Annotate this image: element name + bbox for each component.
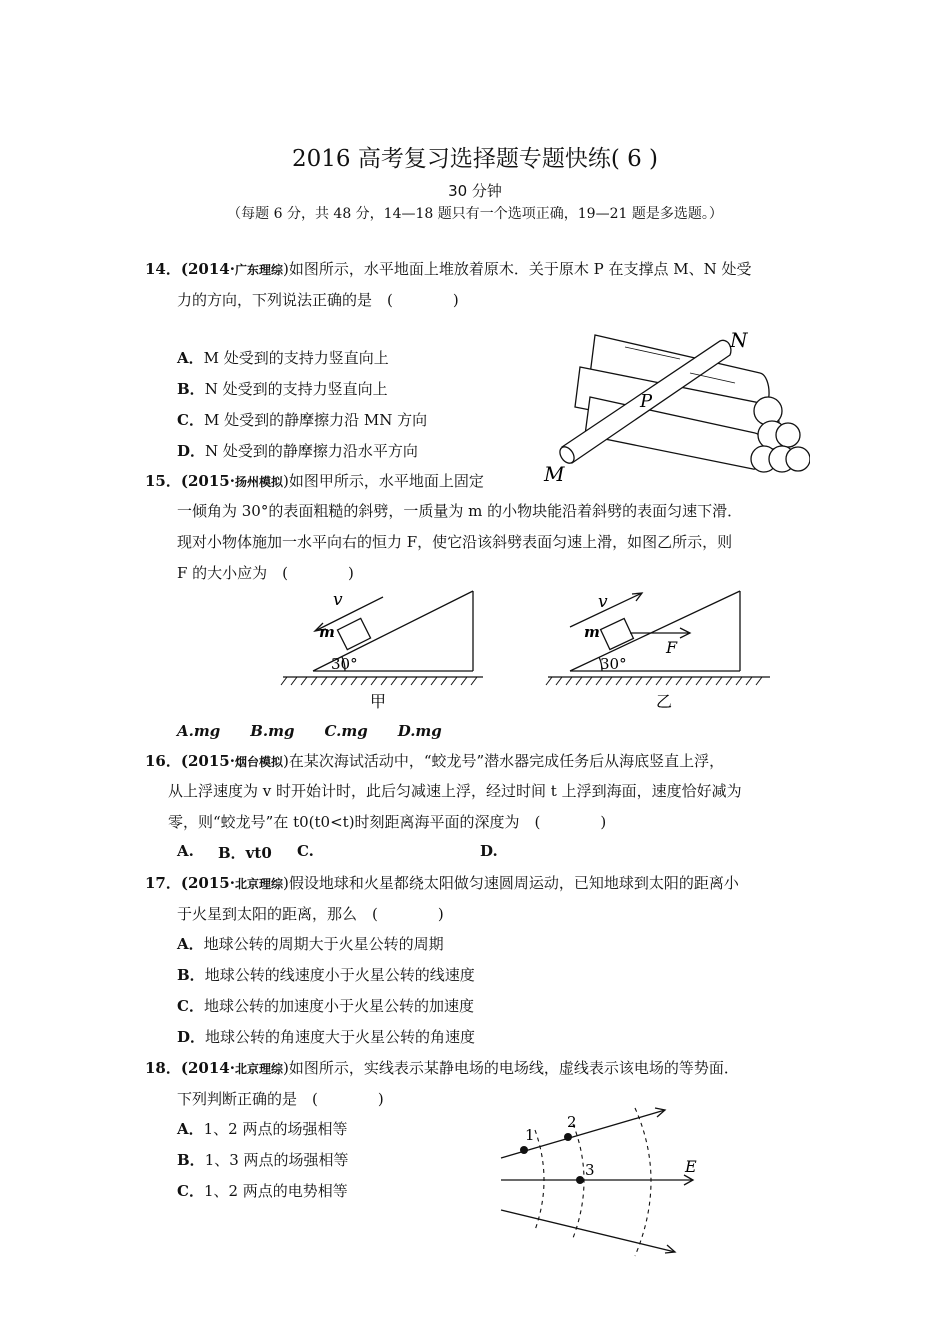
- q17-option-d[interactable]: [177, 1026, 475, 1047]
- log-pile-figure: [540, 325, 810, 485]
- q18-source-year: (2014·: [180, 1059, 235, 1077]
- q15-source-year: (2015·: [180, 472, 235, 490]
- label-m-b: m: [584, 623, 600, 641]
- q14-option-a-text: M 处受到的支持力竖直向上: [203, 349, 389, 367]
- q15-source-name: 扬州模拟: [234, 475, 283, 489]
- q14-option-d-label: D．: [177, 442, 206, 460]
- label-p: P: [640, 391, 653, 412]
- q14-source-name: 广东理综: [234, 263, 283, 277]
- incline-figure-a: [275, 585, 490, 715]
- q17-option-a-text: 地球公转的周期大于火星公转的周期: [203, 935, 444, 953]
- q14-number: 14．: [145, 260, 181, 278]
- q16-source-year: (2015·: [180, 752, 235, 770]
- label-m-a: m: [319, 623, 335, 641]
- q15-stem-line4: F 的大小应为 ( ): [177, 564, 354, 582]
- label-m: M: [544, 462, 565, 485]
- q14-option-d-text: N 处受到的静摩擦力沿水平方向: [205, 442, 418, 460]
- point-1: [520, 1146, 528, 1154]
- q18-option-c-text: 1、2 两点的电势相等: [203, 1182, 348, 1200]
- q17-option-b[interactable]: [177, 964, 475, 985]
- q17-option-a[interactable]: [177, 933, 444, 954]
- label-f: F: [666, 638, 678, 657]
- q17-option-c-text: 地球公转的加速度小于火星公转的加速度: [203, 997, 474, 1015]
- q15-stem-line1: )如图甲所示，水平地面上固定: [282, 472, 484, 490]
- q17-option-b-label: B．: [177, 966, 205, 984]
- label-point-1: 1: [525, 1126, 535, 1144]
- q14-option-b[interactable]: [177, 378, 388, 399]
- q18-number: 18．: [145, 1059, 181, 1077]
- q16-number: 16．: [145, 752, 181, 770]
- q17-source-year: (2015·: [180, 874, 235, 892]
- q18-stem-line1: )如图所示，实线表示某静电场的电场线，虚线表示该电场的等势面．: [282, 1059, 739, 1077]
- label-n: N: [730, 328, 748, 352]
- incline-figure-b: [542, 585, 777, 715]
- q16-option-a[interactable]: A.: [177, 842, 194, 860]
- q17-option-c[interactable]: [177, 995, 474, 1016]
- q17-header: [145, 872, 739, 893]
- page-title: 2016 高考复习选择题专题快练( 6 ): [291, 146, 659, 172]
- q17-source-name: 北京理综: [234, 877, 283, 891]
- label-point-3: 3: [585, 1161, 595, 1179]
- q18-header: [145, 1057, 739, 1078]
- q14-source-year: (2014·: [180, 260, 235, 278]
- q18-source-name: 北京理综: [234, 1062, 283, 1076]
- q16-stem-line3: 零，则“蛟龙号”在 t0(t0<t)时刻距离海平面的深度为 ( ): [168, 813, 607, 831]
- q18-option-a-text: 1、2 两点的场强相等: [203, 1120, 348, 1138]
- equipotential-3: [635, 1108, 651, 1256]
- q16-header: [145, 750, 724, 771]
- q16-option-c[interactable]: C.: [297, 842, 314, 860]
- label-e: E: [685, 1157, 697, 1176]
- log-end-6: [786, 447, 810, 471]
- log-end-1: [754, 397, 782, 425]
- caption-a: 甲: [370, 692, 387, 711]
- q15-stem-line3: 现对小物体施加一水平向右的恒力 F，使它沿该斜劈表面匀速上滑，如图乙所示，则: [177, 533, 733, 551]
- q17-option-d-label: D．: [177, 1028, 206, 1046]
- label-v-b: v: [598, 592, 608, 612]
- q18-option-b-text: 1、3 两点的场强相等: [204, 1151, 349, 1169]
- q16-option-d[interactable]: D.: [480, 842, 498, 860]
- block-m-b: [601, 619, 634, 650]
- q14-option-a[interactable]: [177, 347, 389, 368]
- q16-option-b[interactable]: B．vt0: [218, 844, 272, 862]
- caption-b: 乙: [656, 692, 673, 711]
- q18-option-c-label: C．: [177, 1182, 204, 1200]
- q14-stem-line1: )如图所示，水平地面上堆放着原木．关于原木 P 在支撑点 M、N 处受: [282, 260, 752, 278]
- q18-option-b[interactable]: [177, 1149, 349, 1170]
- q18-option-a[interactable]: [177, 1118, 348, 1139]
- point-2: [564, 1133, 572, 1141]
- q17-option-a-label: A．: [177, 935, 204, 953]
- q14-option-d[interactable]: [177, 440, 418, 461]
- time-limit: 30 分钟: [448, 182, 502, 200]
- q15-number: 15．: [145, 472, 181, 490]
- q17-number: 17．: [145, 874, 181, 892]
- q17-option-d-text: 地球公转的角速度大于火星公转的角速度: [205, 1028, 476, 1046]
- q14-option-b-text: N 处受到的支持力竖直向上: [204, 380, 388, 398]
- q16-stem-line1: )在某次海试活动中，“蛟龙号”潜水器完成任务后从海底竖直上浮，: [282, 752, 725, 770]
- label-v-a: v: [333, 590, 343, 610]
- q17-stem-line1: )假设地球和火星都绕太阳做匀速圆周运动，已知地球到太阳的距离小: [282, 874, 739, 892]
- point-3: [576, 1176, 584, 1184]
- q14-stem-line2: 力的方向，下列说法正确的是 ( ): [177, 291, 459, 309]
- q15-options[interactable]: A.mg B.mg C.mg D.mg: [177, 722, 442, 740]
- q17-option-c-label: C．: [177, 997, 204, 1015]
- q16-source-name: 烟台模拟: [234, 755, 283, 769]
- q15-header: [145, 470, 484, 491]
- q18-stem-line2: 下列判断正确的是 ( ): [177, 1090, 384, 1108]
- q16-stem-line2: 从上浮速度为 v 时开始计时，此后匀减速上浮，经过时间 t 上浮到海面，速度恰好减为: [168, 782, 742, 800]
- q18-option-c[interactable]: [177, 1180, 348, 1201]
- q17-stem-line2: 于火星到太阳的距离，那么 ( ): [177, 905, 444, 923]
- label-point-2: 2: [567, 1113, 577, 1131]
- q15-stem-line2: 一倾角为 30°的表面粗糙的斜劈，一质量为 m 的小物块能沿着斜劈的表面匀速下滑．: [177, 502, 743, 520]
- angle-b: 30°: [600, 655, 627, 673]
- q14-option-c-label: C．: [177, 411, 204, 429]
- q14-header: [145, 258, 751, 279]
- field-line-bottom: [501, 1210, 675, 1252]
- electric-field-figure: [495, 1100, 715, 1260]
- q14-option-c[interactable]: [177, 409, 427, 430]
- q14-option-c-text: M 处受到的静摩擦力沿 MN 方向: [203, 411, 428, 429]
- angle-a: 30°: [331, 655, 358, 673]
- q18-option-a-label: A．: [177, 1120, 204, 1138]
- q18-option-b-label: B．: [177, 1151, 205, 1169]
- q14-option-a-label: A．: [177, 349, 204, 367]
- instructions: （每题 6 分，共 48 分，14—18 题只有一个选项正确，19—21 题是多选题。）: [227, 206, 723, 222]
- log-end-3: [776, 423, 800, 447]
- q17-option-b-text: 地球公转的线速度小于火星公转的线速度: [204, 966, 475, 984]
- q14-option-b-label: B．: [177, 380, 205, 398]
